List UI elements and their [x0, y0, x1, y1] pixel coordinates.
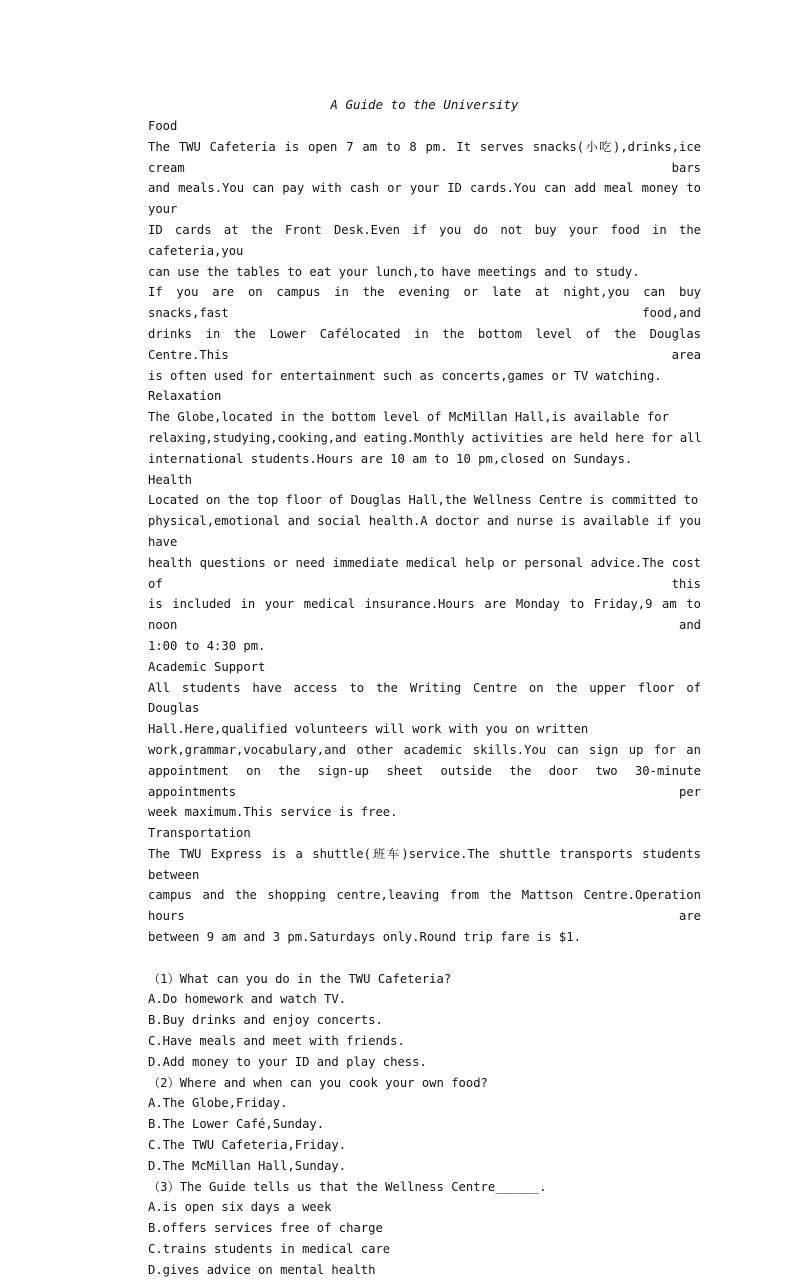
relaxation-line-1: The Globe,located in the bottom level of McMillan Hall,is available for — [148, 410, 669, 425]
food-line-4: can use the tables to eat your lunch,to have meetings and to study. — [148, 264, 640, 279]
transportation-line-2: campus and the shopping centre,leaving from the Mattson Centre.Operation hours are — [148, 888, 701, 924]
question-1-option-d: D.Add money to your ID and play chess. — [148, 1054, 427, 1069]
health-line-5: 1:00 to 4:30 pm. — [148, 638, 266, 653]
question-3-option-b: B.offers services free of charge — [148, 1221, 383, 1236]
question-3-option-c: C.trains students in medical care — [148, 1242, 391, 1257]
question-2-option-d: D.The McMillan Hall,Sunday. — [148, 1158, 347, 1173]
question-2-stem: （2）Where and when can you cook your own food? — [148, 1075, 488, 1090]
section-heading-food: Food — [148, 119, 178, 133]
academic-line-1: All students have access to the Writing Centre on the upper floor of Douglas — [148, 680, 701, 716]
transportation-line-1: The TWU Express is a shuttle(班车)service.The shuttle transports students between — [148, 846, 701, 882]
relaxation-line-2: relaxing,studying,cooking,and eating.Monthly activities are held here for all — [148, 430, 702, 445]
section-heading-health: Health — [148, 472, 193, 487]
food-line-7: is often used for entertainment such as concerts,games or TV watching. — [148, 368, 662, 383]
question-2-option-b: B.The Lower Café,Sunday. — [148, 1117, 325, 1132]
academic-line-4: appointment on the sign-up sheet outside the door two 30-minute appointments per — [148, 763, 701, 799]
question-3-stem: （3）The Guide tells us that the Wellness Centre______. — [148, 1179, 547, 1194]
blank-line — [148, 948, 701, 969]
question-2-option-c: C.The TWU Cafeteria,Friday. — [148, 1138, 347, 1153]
question-3-option-d: D.gives advice on mental health — [148, 1262, 376, 1277]
document-title: A Guide to the University — [330, 97, 519, 112]
food-line-2: and meals.You can pay with cash or your ID cards.You can add meal money to your — [148, 181, 701, 217]
question-1-option-c: C.Have meals and meet with friends. — [148, 1034, 405, 1049]
academic-line-5: week maximum.This service is free. — [148, 805, 398, 820]
question-2-option-a: A.The Globe,Friday. — [148, 1096, 288, 1111]
health-line-4: is included in your medical insurance.Hours are Monday to Friday,9 am to noon and — [148, 597, 701, 633]
food-line-6: drinks in the Lower Cafélocated in the bottom level of the Douglas Centre.This area — [148, 326, 701, 362]
health-line-1: Located on the top floor of Douglas Hall,the Wellness Centre is committed to — [148, 493, 699, 508]
relaxation-line-3: international students.Hours are 10 am to 10 pm,closed on Sundays. — [148, 451, 633, 466]
question-1-option-b: B.Buy drinks and enjoy concerts. — [148, 1013, 383, 1028]
food-line-3: ID cards at the Front Desk.Even if you do not buy your food in the cafeteria,you — [148, 222, 701, 258]
section-heading-transportation: Transportation — [148, 826, 251, 841]
question-1-option-a: A.Do homework and watch TV. — [148, 992, 347, 1007]
question-1-stem: （1）What can you do in the TWU Cafeteria? — [148, 971, 452, 986]
transportation-line-3: between 9 am and 3 pm.Saturdays only.Round trip fare is $1. — [148, 930, 581, 945]
academic-line-3: work,grammar,vocabulary,and other academic skills.You can sign up for an — [148, 742, 701, 757]
food-line-1: The TWU Cafeteria is open 7 am to 8 pm. It serves snacks(小吃),drinks,ice cream bars — [148, 139, 701, 175]
section-heading-academic-support: Academic Support — [148, 659, 266, 674]
document-page — [148, 95, 701, 1281]
food-line-5: If you are on campus in the evening or late at night,you can buy snacks,fast food,and — [148, 285, 701, 321]
section-heading-relaxation: Relaxation — [148, 389, 222, 404]
health-line-3: health questions or need immediate medical help or personal advice.The cost of this — [148, 555, 701, 591]
academic-line-2: Hall.Here,qualified volunteers will work with you on written — [148, 722, 589, 737]
question-3-option-a: A.is open six days a week — [148, 1200, 332, 1215]
health-line-2: physical,emotional and social health.A doctor and nurse is available if you have — [148, 514, 701, 549]
